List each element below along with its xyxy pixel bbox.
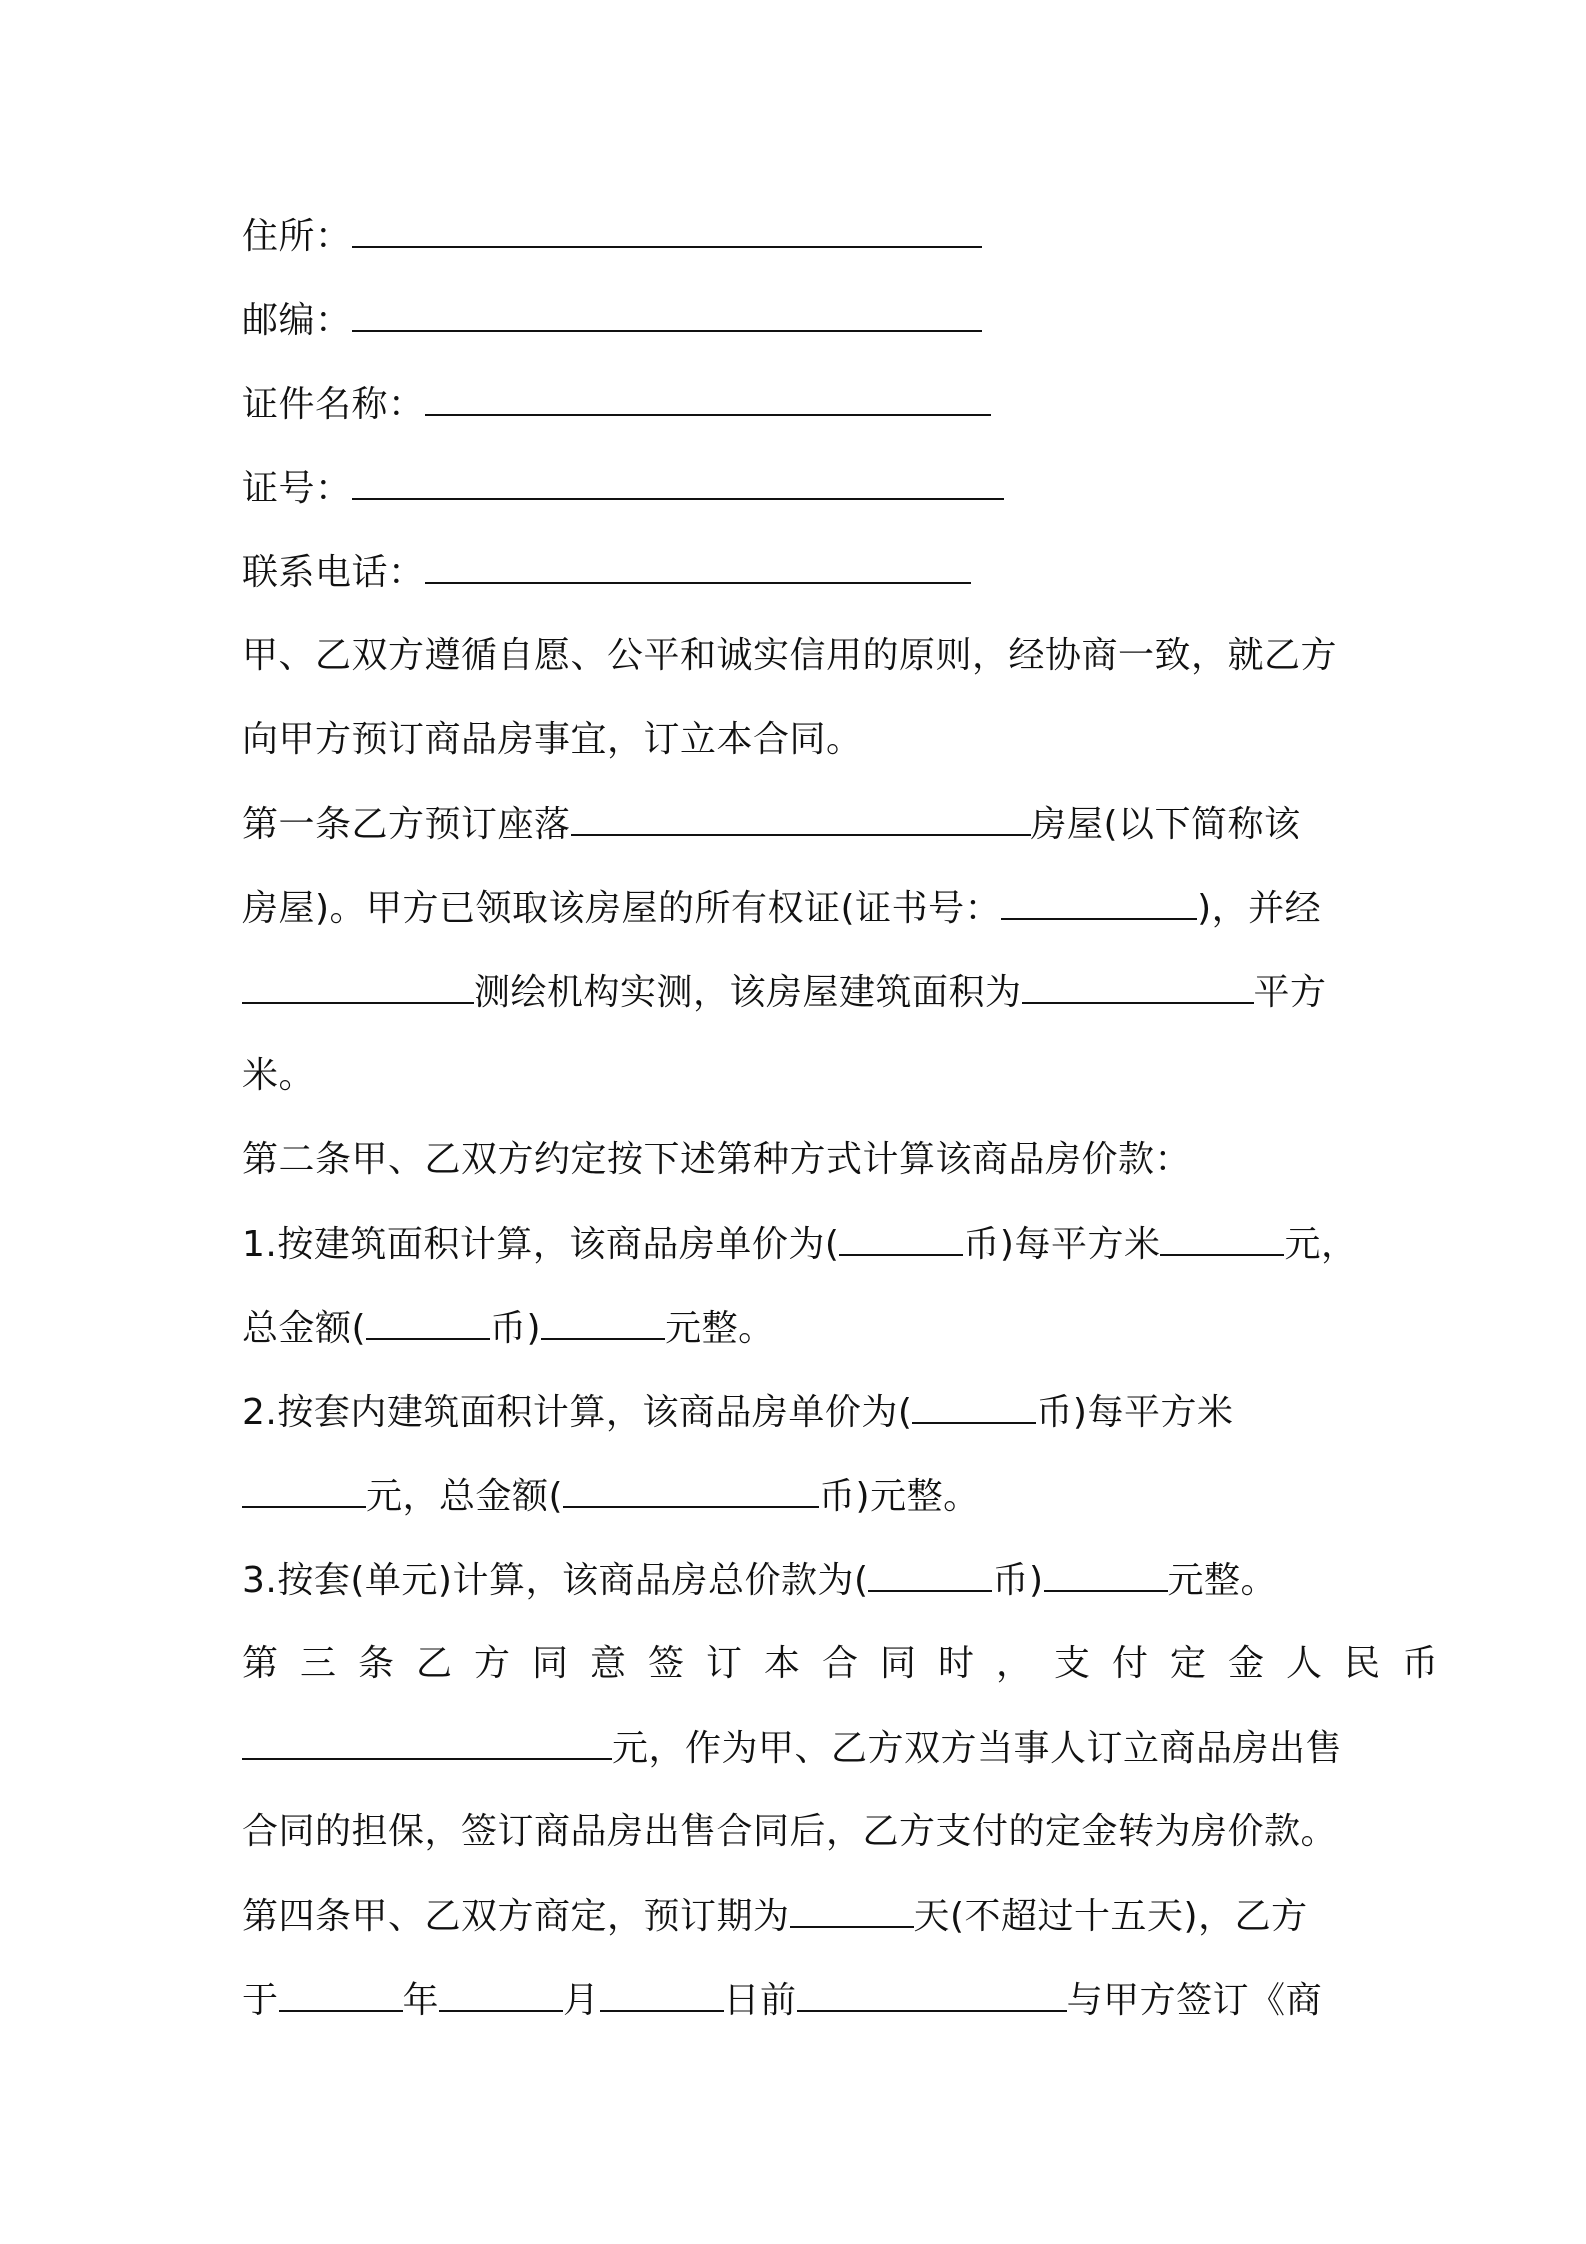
option-3-text-b: 币)	[992, 1560, 1044, 1601]
postcode-label: 邮编：	[242, 300, 352, 341]
article-1-line-4	[242, 1052, 1362, 1100]
address-blank[interactable]	[352, 212, 982, 248]
id-type-field-line	[242, 380, 1362, 428]
option-1-total-blank[interactable]	[541, 1304, 665, 1340]
option-2-unit-price-blank[interactable]	[242, 1472, 366, 1508]
phone-field-line	[242, 548, 1362, 596]
article-1-line-1	[242, 800, 1362, 848]
option-1-text-a: 1.按建筑面积计算，该商品房单价为(	[242, 1224, 840, 1265]
article-1-text-e: 测绘机构实测，该房屋建筑面积为	[474, 972, 1022, 1013]
article-1-text-f: 平方	[1253, 972, 1327, 1013]
option-1-text-e: 币)	[490, 1308, 542, 1349]
article-3-line-2	[242, 1724, 1362, 1772]
article-2-option-2-line-1	[242, 1388, 1362, 1436]
article-4-text-e: 月	[563, 1980, 600, 2021]
article-3-line-3	[242, 1808, 1362, 1856]
article-2-line-1	[242, 1136, 1362, 1184]
article-1-text-b: 房屋(以下简称该	[1030, 804, 1301, 845]
id-type-blank[interactable]	[425, 380, 991, 416]
article-4-line-2	[242, 1976, 1362, 2024]
reservation-days-blank[interactable]	[790, 1892, 914, 1928]
option-2-text-c: 元，总金额(	[366, 1476, 564, 1517]
article-4-text-b: 天(不超过十五天)，乙方	[913, 1896, 1308, 1937]
article-4-text-d: 年	[402, 1980, 440, 2021]
id-number-blank[interactable]	[352, 464, 1004, 500]
preamble-text-2: 向甲方预订商品房事宜，订立本合同。	[242, 719, 863, 760]
year-blank[interactable]	[279, 1976, 403, 2012]
article-3-line-1	[242, 1640, 1461, 1688]
article-1-text-g: 米。	[242, 1055, 316, 1096]
article-4-text-c: 于	[242, 1980, 279, 2021]
option-1-text-c: 元，	[1284, 1224, 1358, 1265]
option-1-currency-blank[interactable]	[839, 1220, 963, 1256]
article-2-option-1-line-1	[242, 1220, 1362, 1268]
article-1-text-d: )，并经	[1197, 888, 1322, 929]
option-2-currency-blank[interactable]	[912, 1388, 1036, 1424]
address-field-line	[242, 212, 1362, 260]
option-1-text-f: 元整。	[665, 1308, 775, 1349]
address-label: 住所：	[242, 216, 352, 257]
id-type-label: 证件名称：	[242, 384, 425, 425]
survey-agency-blank[interactable]	[242, 968, 474, 1004]
id-number-field-line	[242, 464, 1362, 512]
article-2-text: 第二条甲、乙双方约定按下述第种方式计算该商品房价款：	[242, 1139, 1192, 1180]
article-4-text-f: 日前	[723, 1980, 797, 2021]
preamble-text-1: 甲、乙双方遵循自愿、公平和诚实信用的原则，经协商一致，就乙方	[242, 635, 1338, 676]
article-4-text-a: 第四条甲、乙双方商定，预订期为	[242, 1896, 790, 1937]
phone-label: 联系电话：	[242, 552, 425, 593]
option-2-text-b: 币)每平方米	[1036, 1392, 1234, 1433]
phone-blank[interactable]	[425, 548, 971, 584]
article-3-text-b: 元，作为甲、乙方双方当事人订立商品房出售	[612, 1728, 1343, 1769]
postcode-blank[interactable]	[352, 296, 982, 332]
floor-area-blank[interactable]	[1022, 968, 1254, 1004]
article-1-line-3	[242, 968, 1362, 1016]
option-2-total-blank[interactable]	[563, 1472, 819, 1508]
preamble-line-2	[242, 716, 1362, 764]
article-4-text-g: 与甲方签订《商	[1066, 1980, 1323, 2021]
day-blank[interactable]	[600, 1976, 724, 2012]
option-3-text-a: 3.按套(单元)计算，该商品房总价款为(	[242, 1560, 869, 1601]
option-1-text-d: 总金额(	[242, 1308, 367, 1349]
option-2-text-a: 2.按套内建筑面积计算，该商品房单价为(	[242, 1392, 913, 1433]
article-3-text-a: 第三条乙方同意签订本合同时，支付定金人民币	[242, 1643, 1461, 1684]
article-4-line-1	[242, 1892, 1362, 1940]
article-2-option-1-line-2	[242, 1304, 1362, 1352]
location-blank[interactable]	[571, 800, 1031, 836]
signing-blank[interactable]	[797, 1976, 1067, 2012]
article-1-line-2	[242, 884, 1362, 932]
option-1-total-currency-blank[interactable]	[366, 1304, 490, 1340]
id-number-label: 证号：	[242, 468, 352, 509]
article-1-text-c: 房屋)。甲方已领取该房屋的所有权证(证书号：	[242, 888, 1002, 929]
month-blank[interactable]	[439, 1976, 563, 2012]
article-3-text-c: 合同的担保，签订商品房出售合同后，乙方支付的定金转为房价款。	[242, 1811, 1338, 1852]
deposit-amount-blank[interactable]	[242, 1724, 612, 1760]
option-3-currency-blank[interactable]	[868, 1556, 992, 1592]
option-2-text-d: 币)元整。	[819, 1476, 980, 1517]
article-1-text-a: 第一条乙方预订座落	[242, 804, 571, 845]
preamble-line-1	[242, 632, 1362, 680]
option-3-total-blank[interactable]	[1044, 1556, 1168, 1592]
option-1-text-b: 币)每平方米	[963, 1224, 1161, 1265]
option-3-text-c: 元整。	[1167, 1560, 1278, 1601]
postcode-field-line	[242, 296, 1362, 344]
article-2-option-3-line	[242, 1556, 1362, 1604]
certificate-number-blank[interactable]	[1001, 884, 1197, 920]
article-2-option-2-line-2	[242, 1472, 1362, 1520]
option-1-unit-price-blank[interactable]	[1160, 1220, 1284, 1256]
